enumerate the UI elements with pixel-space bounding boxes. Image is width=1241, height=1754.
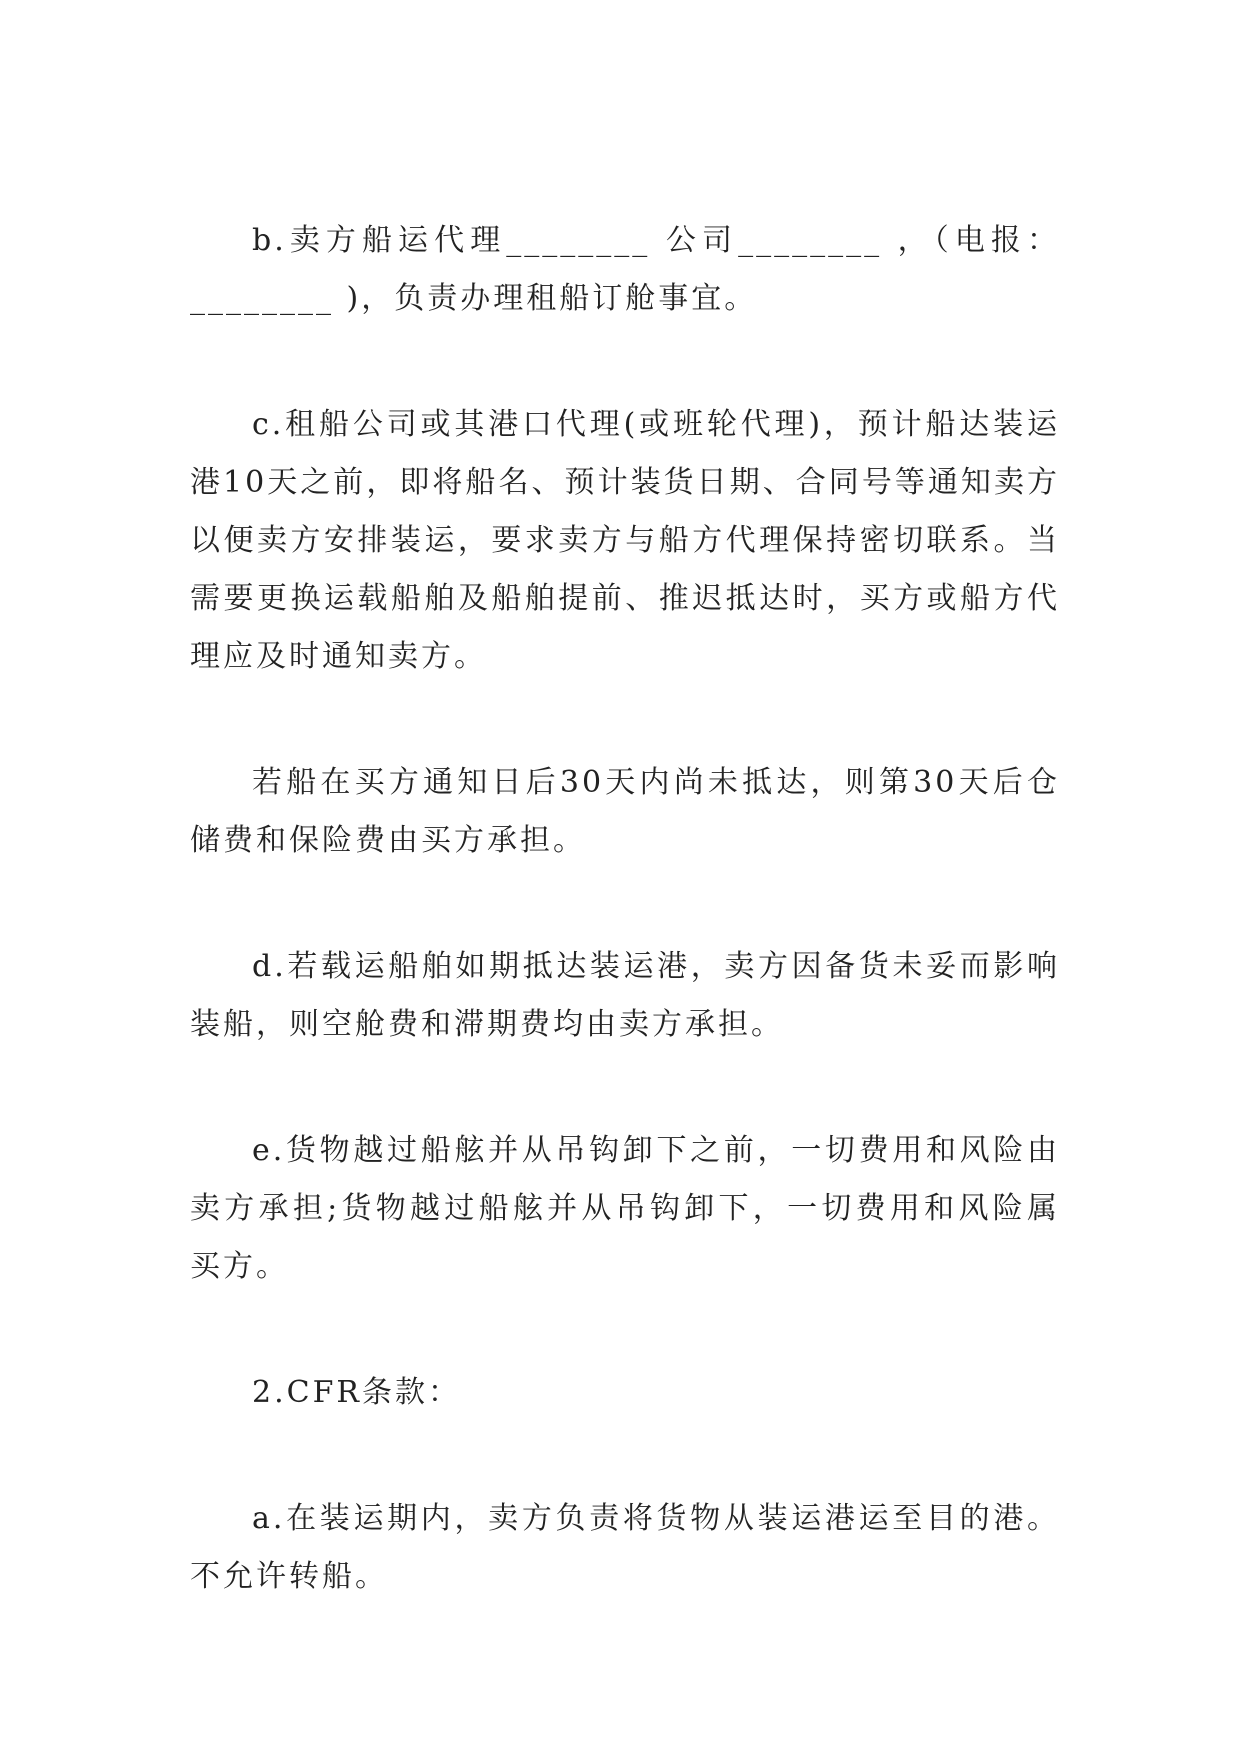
paragraph-a-cfr-shipment: a.在装运期内，卖方负责将货物从装运港运至目的港。不允许转船。 — [190, 1501, 1060, 1594]
paragraph-e-risk-transfer: e.货物越过船舷并从吊钩卸下之前，一切费用和风险由卖方承担;货物越过船舷并从吊钩卸下，一切费用和风险属买方。 — [190, 1133, 1060, 1284]
paragraph-storage-fees: 若船在买方通知日后30天内尚未抵达，则第30天后仓储费和保险费由买方承担。 — [190, 765, 1060, 858]
paragraph-c-charter-company: c.租船公司或其港口代理(或班轮代理)，预计船达装运港10天之前，即将船名、预计装货日期、合同号等通知卖方以便卖方安排装运，要求卖方与船方代理保持密切联系。当需要更换运载船舶及船舶提前、推迟抵达时，买方或船方代理应及时通知卖方。 — [190, 407, 1060, 674]
section-heading-cfr: 2.CFR条款： — [252, 1375, 461, 1410]
document-body — [190, 212, 1060, 1606]
paragraph-b-shipping-agent: b.卖方船运代理________ 公司________ ，（电报：________ )，负责办理租船订舱事宜。 — [190, 223, 1060, 316]
paragraph-d-dead-freight: d.若载运船舶如期抵达装运港，卖方因备货未妥而影响装船，则空舱费和滞期费均由卖方承担。 — [190, 949, 1060, 1042]
